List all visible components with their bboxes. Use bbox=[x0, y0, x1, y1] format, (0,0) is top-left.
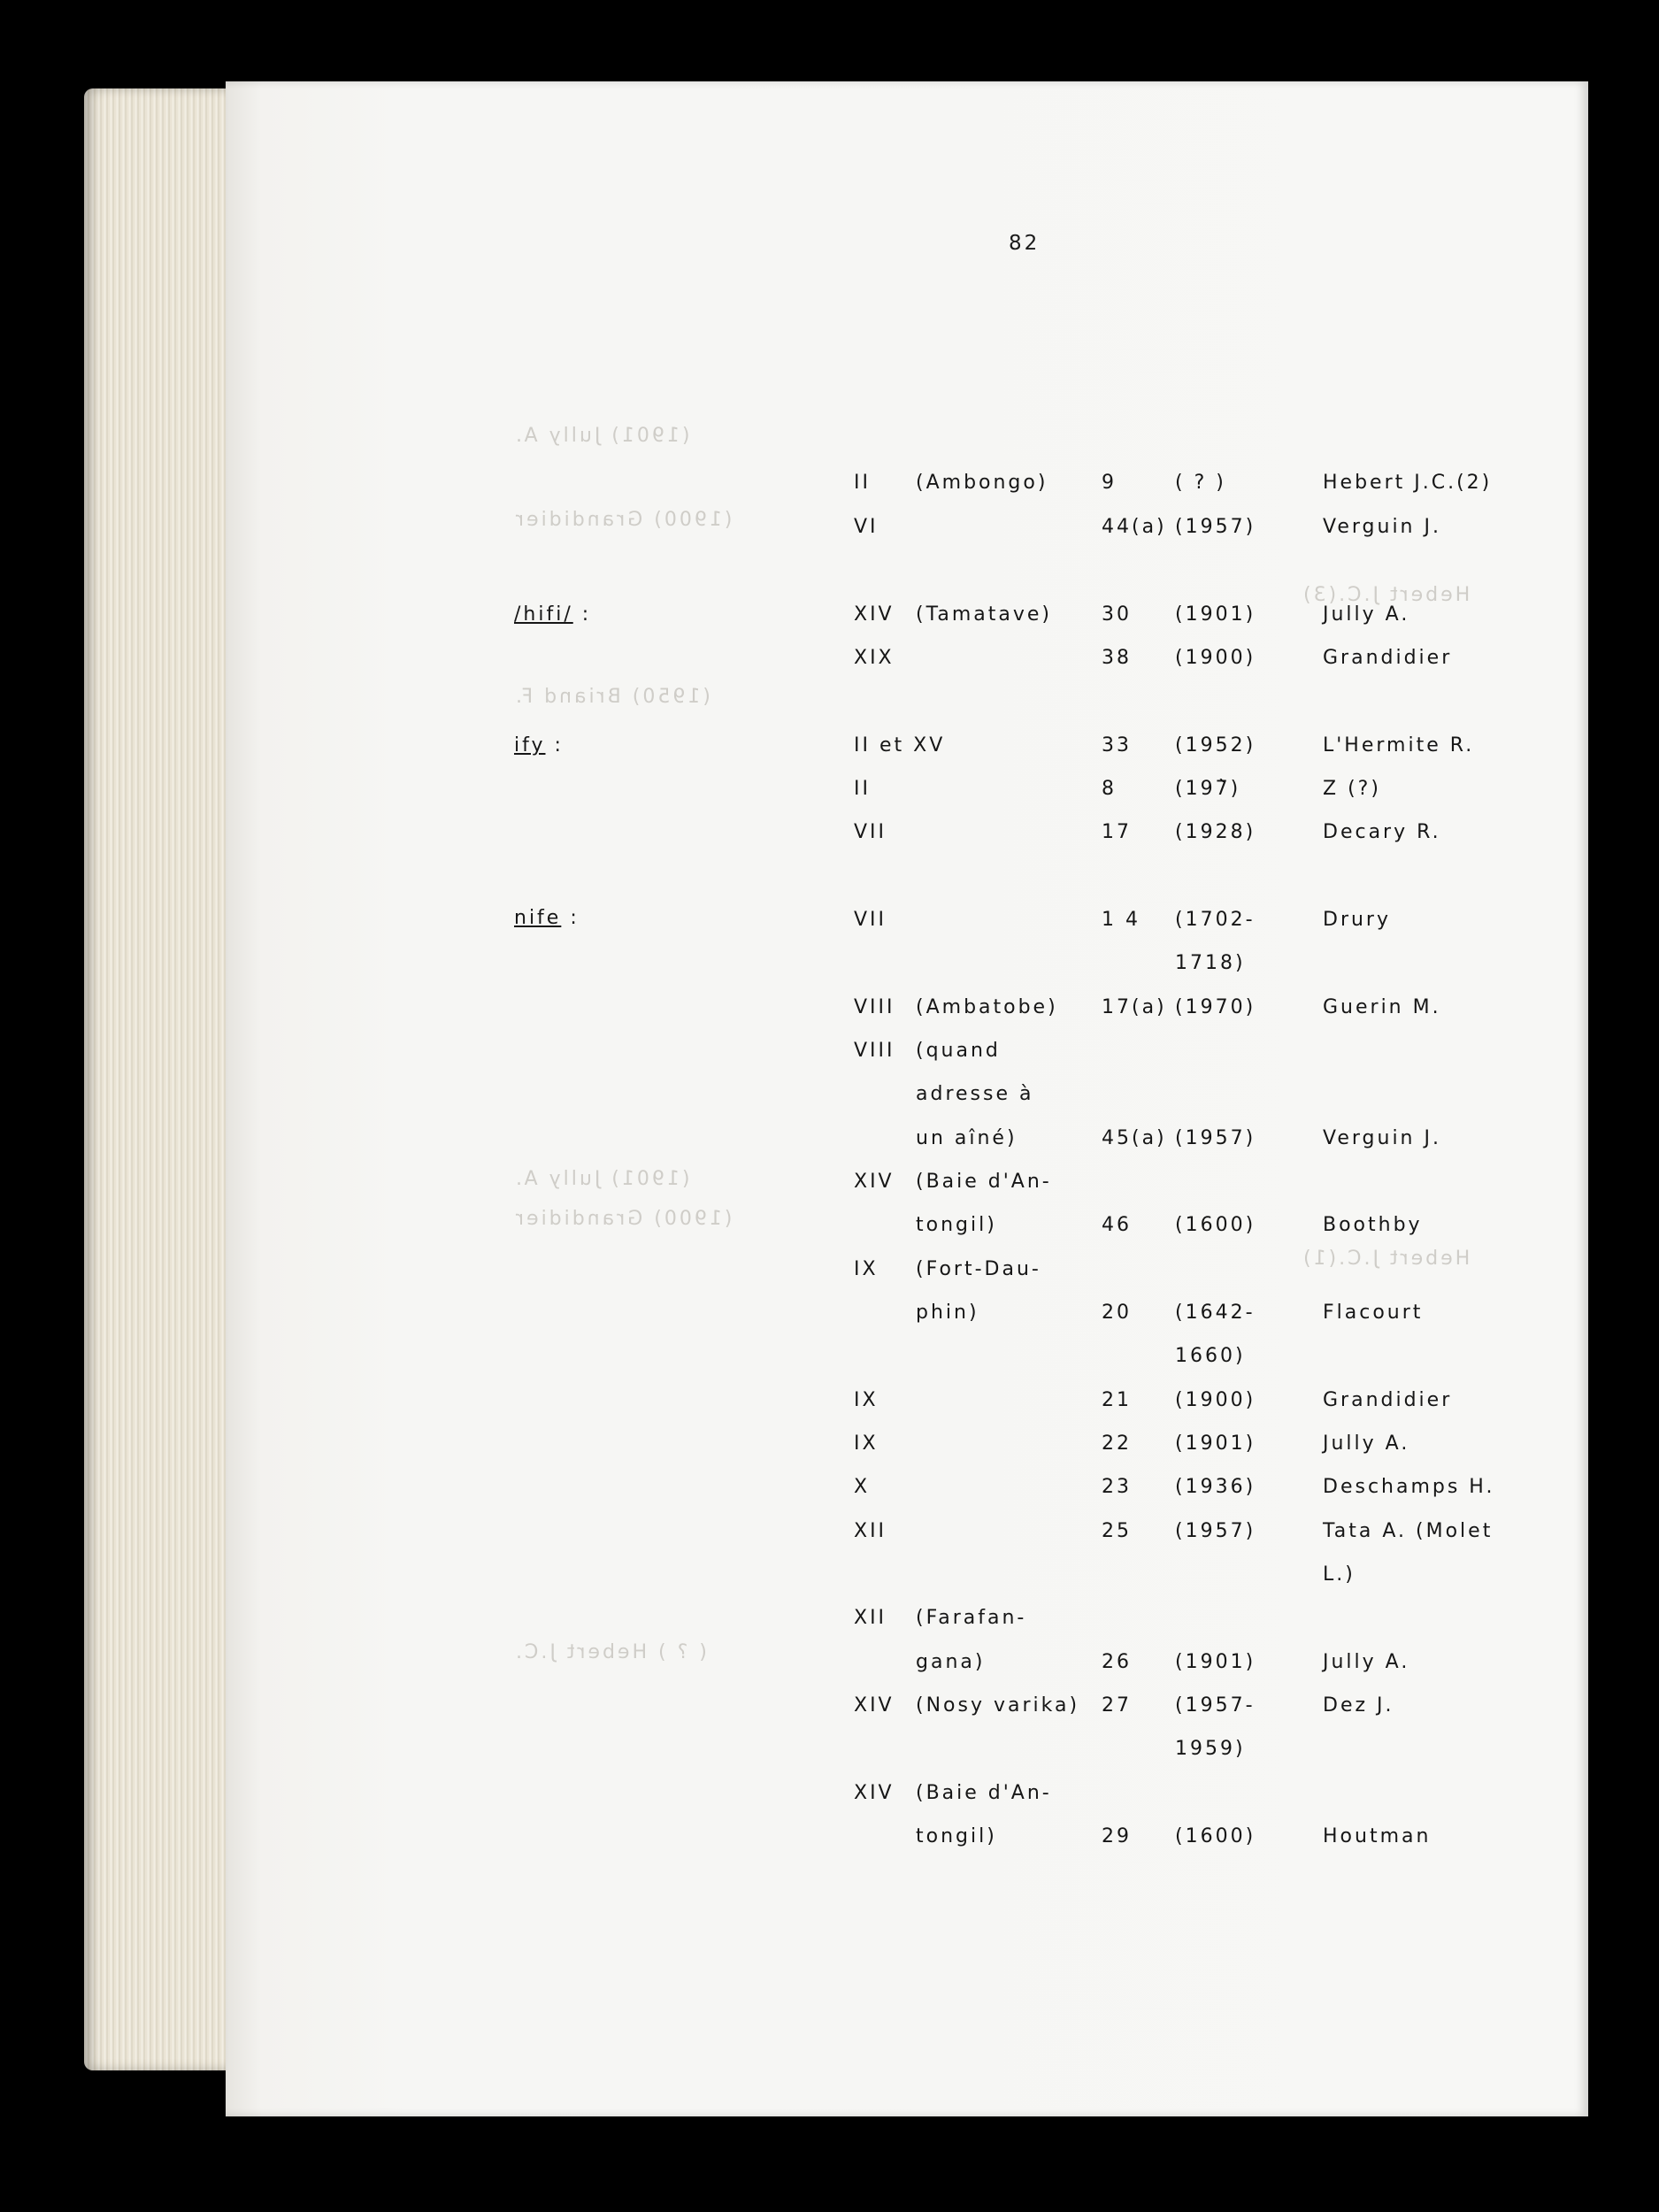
division-numeral: IX bbox=[854, 1432, 879, 1455]
author: Hebert J.C.(2) bbox=[1323, 472, 1493, 494]
year: (1957) bbox=[1175, 516, 1256, 538]
show-through-text: (1900) Grandidier bbox=[513, 509, 733, 531]
headword-entry bbox=[514, 734, 564, 757]
source-number: 33 bbox=[1102, 734, 1132, 757]
source-number: 30 bbox=[1102, 603, 1132, 626]
show-through-text: (1900) Grandidier bbox=[513, 1208, 733, 1230]
show-through-text: (1901) Jully A. bbox=[513, 1168, 690, 1190]
locality: (Ambatobe) bbox=[916, 996, 1058, 1018]
source-number: 9 bbox=[1102, 472, 1117, 494]
locality: adresse à bbox=[916, 1083, 1034, 1105]
source-number: 46 bbox=[1102, 1214, 1132, 1236]
author: Verguin J. bbox=[1323, 516, 1441, 538]
locality: (Baie d'An- bbox=[916, 1782, 1052, 1804]
author: Grandidier bbox=[1323, 647, 1453, 669]
locality: (quand bbox=[916, 1040, 1001, 1062]
year: 1660) bbox=[1175, 1345, 1246, 1367]
division-numeral: XIV bbox=[854, 1694, 895, 1717]
author: L'Hermite R. bbox=[1323, 734, 1475, 757]
author: Decary R. bbox=[1323, 821, 1441, 843]
author: Drury bbox=[1323, 909, 1391, 931]
locality: (Baie d'An- bbox=[916, 1171, 1052, 1193]
source-number: 21 bbox=[1102, 1389, 1132, 1411]
show-through-text: Hebert J.C.(3) bbox=[1301, 584, 1471, 606]
division-numeral: IX bbox=[854, 1258, 879, 1280]
source-number: 1 4 bbox=[1102, 909, 1141, 931]
locality: (Farafan- bbox=[916, 1607, 1027, 1629]
source-number: 23 bbox=[1102, 1476, 1132, 1498]
year: (1957) bbox=[1175, 1127, 1256, 1149]
year: (1901) bbox=[1175, 1651, 1256, 1673]
source-number: 20 bbox=[1102, 1302, 1132, 1324]
book-page-edges bbox=[84, 88, 243, 2070]
year: (1600) bbox=[1175, 1214, 1256, 1236]
source-number: 25 bbox=[1102, 1520, 1132, 1542]
division-numeral: VII bbox=[854, 909, 887, 931]
division-numeral: VIII bbox=[854, 996, 895, 1018]
show-through-text: ( ? ) Hebert J.C. bbox=[513, 1641, 707, 1663]
locality: phin) bbox=[916, 1302, 979, 1324]
division-numeral: II et XV bbox=[854, 734, 946, 757]
locality: un aîné) bbox=[916, 1127, 1018, 1149]
show-through-text: (1901) Jully A. bbox=[513, 425, 690, 447]
source-number: 44(a) bbox=[1102, 516, 1167, 538]
division-numeral: IX bbox=[854, 1389, 879, 1411]
division-numeral: VI bbox=[854, 516, 879, 538]
division-numeral: VIII bbox=[854, 1040, 895, 1062]
locality: (Nosy varika) bbox=[916, 1694, 1080, 1717]
year: (1936) bbox=[1175, 1476, 1256, 1498]
headword-entry bbox=[514, 907, 580, 929]
author: Grandidier bbox=[1323, 1389, 1453, 1411]
author: Guerin M. bbox=[1323, 996, 1441, 1018]
author: Dez J. bbox=[1323, 1694, 1394, 1717]
author: Flacourt bbox=[1323, 1302, 1424, 1324]
headword: ify bbox=[514, 734, 546, 757]
headword-colon: : bbox=[572, 603, 592, 626]
locality: tongil) bbox=[916, 1825, 997, 1847]
year: 1718) bbox=[1175, 952, 1246, 974]
source-number: 17(a) bbox=[1102, 996, 1167, 1018]
year: (1900) bbox=[1175, 647, 1256, 669]
year: (1957) bbox=[1175, 1520, 1256, 1542]
division-numeral: XIV bbox=[854, 603, 895, 626]
book-page bbox=[226, 81, 1588, 2116]
source-number: 38 bbox=[1102, 647, 1132, 669]
author: L.) bbox=[1323, 1563, 1356, 1586]
author: Deschamps H. bbox=[1323, 1476, 1495, 1498]
source-number: 27 bbox=[1102, 1694, 1132, 1717]
year: (197̀) bbox=[1175, 778, 1241, 800]
year: ( ? ) bbox=[1175, 472, 1226, 494]
division-numeral: II bbox=[854, 778, 871, 800]
source-number: 8 bbox=[1102, 778, 1117, 800]
year: (1702- bbox=[1175, 909, 1256, 931]
headword-colon: : bbox=[545, 734, 564, 757]
locality: (Tamatave) bbox=[916, 603, 1053, 626]
locality: tongil) bbox=[916, 1214, 997, 1236]
division-numeral: VII bbox=[854, 821, 887, 843]
year: (1970) bbox=[1175, 996, 1256, 1018]
year: (1928) bbox=[1175, 821, 1256, 843]
author: Tata A. (Molet bbox=[1323, 1520, 1494, 1542]
author: Jully A. bbox=[1323, 603, 1410, 626]
author: Houtman bbox=[1323, 1825, 1432, 1847]
headword: nife bbox=[514, 907, 562, 929]
division-numeral: XII bbox=[854, 1520, 887, 1542]
year: (1600) bbox=[1175, 1825, 1256, 1847]
show-through-text: Hebert J.C.(1) bbox=[1301, 1248, 1471, 1270]
division-numeral: XIX bbox=[854, 647, 895, 669]
source-number: 26 bbox=[1102, 1651, 1132, 1673]
year: (1901) bbox=[1175, 603, 1256, 626]
year: (1900) bbox=[1175, 1389, 1256, 1411]
headword-colon: : bbox=[561, 907, 580, 929]
year: (1901) bbox=[1175, 1432, 1256, 1455]
division-numeral: II bbox=[854, 472, 871, 494]
year: (1957- bbox=[1175, 1694, 1256, 1717]
show-through-text: (1950) Briand F. bbox=[513, 686, 710, 708]
source-number: 29 bbox=[1102, 1825, 1132, 1847]
headword: /hifi/ bbox=[514, 603, 573, 626]
page-number: 82 bbox=[1009, 232, 1041, 255]
year: 1959) bbox=[1175, 1738, 1246, 1760]
author: Verguin J. bbox=[1323, 1127, 1441, 1149]
division-numeral: X bbox=[854, 1476, 871, 1498]
author: Jully A. bbox=[1323, 1432, 1410, 1455]
division-numeral: XIV bbox=[854, 1782, 895, 1804]
locality: (Fort-Dau- bbox=[916, 1258, 1041, 1280]
year: (1642- bbox=[1175, 1302, 1256, 1324]
source-number: 22 bbox=[1102, 1432, 1132, 1455]
author: Jully A. bbox=[1323, 1651, 1410, 1673]
locality: (Ambongo) bbox=[916, 472, 1048, 494]
division-numeral: XIV bbox=[854, 1171, 895, 1193]
author: Boothby bbox=[1323, 1214, 1423, 1236]
division-numeral: XII bbox=[854, 1607, 887, 1629]
source-number: 45(a) bbox=[1102, 1127, 1167, 1149]
headword-entry bbox=[514, 603, 591, 626]
year: (1952) bbox=[1175, 734, 1256, 757]
locality: gana) bbox=[916, 1651, 986, 1673]
source-number: 17 bbox=[1102, 821, 1132, 843]
author: Z (?) bbox=[1323, 778, 1381, 800]
